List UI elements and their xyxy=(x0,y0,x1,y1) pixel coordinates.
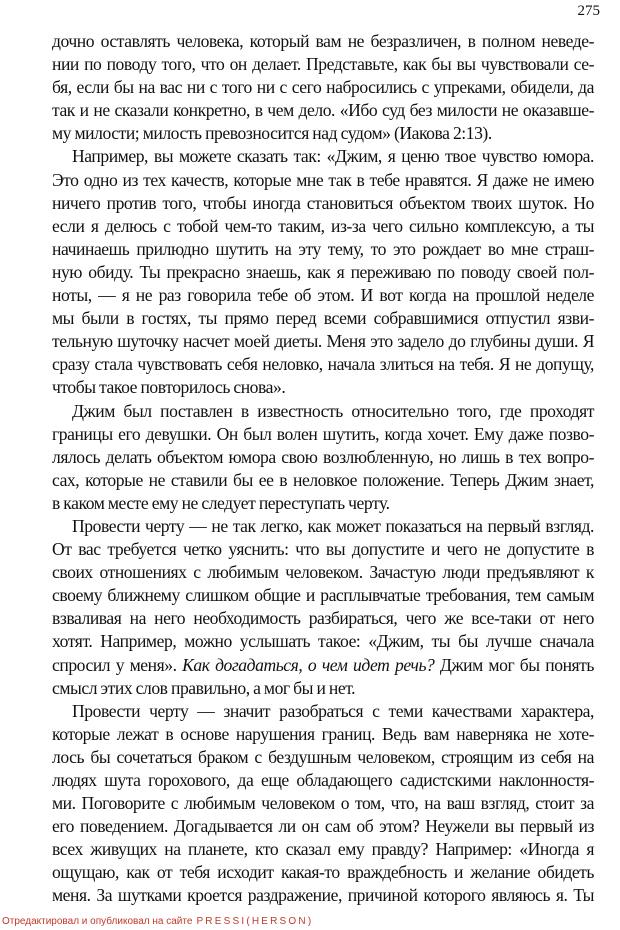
line-text: всех живущих на планете, кто сказал ему правду? Например: «Иногда я xyxy=(52,839,594,860)
line-text: которые лежат в основе нарушения границ. Ведь вам наверняка не хоте- xyxy=(52,723,594,744)
line-text: чтобы такое повторилось снова». xyxy=(52,377,286,398)
text-line xyxy=(52,769,594,792)
text-line xyxy=(52,145,594,168)
line-text: сразу стала чувствовать себя неловко, начала злиться на тебя. Я не допущу, xyxy=(52,354,594,375)
text-line xyxy=(52,607,594,630)
text-line xyxy=(52,700,594,723)
text-line xyxy=(52,861,594,884)
line-text: Провести черту — значит разобраться с теми качествами характера, xyxy=(72,700,594,721)
line-italic-text: Как догадаться, о чем идет речь? xyxy=(182,654,435,675)
line-text: дочно оставлять человека, который вам не безразличен, в полном неведе- xyxy=(52,31,594,51)
text-line xyxy=(52,376,594,399)
text-line xyxy=(52,76,594,99)
line-text-continued: Джим мог бы понять xyxy=(434,654,594,675)
text-line xyxy=(52,492,594,515)
text-line xyxy=(52,815,594,838)
text-line xyxy=(52,99,594,122)
text-line xyxy=(52,30,594,53)
line-text: сах, которые не ставили бы ее в неловкое положение. Теперь Джим знает, xyxy=(52,469,594,490)
page-body xyxy=(52,30,594,908)
line-text: Провести черту — не так легко, как может показаться на первый взгляд. xyxy=(72,515,594,536)
footer-text: Отредактировал и опубликовал на сайте xyxy=(2,916,193,927)
text-line xyxy=(52,746,594,769)
text-line xyxy=(52,261,594,284)
text-line xyxy=(52,515,594,538)
text-line xyxy=(52,215,594,238)
page-number: 275 xyxy=(577,3,600,19)
line-text: мы были в гостях, ты прямо перед всеми собравшимися отпустил язви- xyxy=(52,308,594,329)
text-line xyxy=(52,723,594,746)
line-text: тельную шуточку насчет моей диеты. Меня это задело до глубины души. Я xyxy=(52,331,594,352)
text-line xyxy=(52,169,594,192)
line-text: лялось делать объектом юмора свою возлюбленную, но лишь в тех вопро- xyxy=(52,446,594,467)
line-text: начинаешь прилюдно шутить на эту тему, то это рождает во мне страш- xyxy=(52,238,594,259)
line-text: ничего против того, чтобы иногда становиться объектом твоих шуток. Но xyxy=(52,192,594,213)
line-text: Это одно из тех качеств, которые мне так в тебе нравятся. Я даже не имею xyxy=(52,169,594,190)
text-line xyxy=(52,307,594,330)
line-text: его поведением. Догадывается ли он сам об этом? Неужели вы первый из xyxy=(52,816,594,837)
line-text: меня. За шутками кроется раздражение, причиной которого являюсь я. Ты xyxy=(52,885,594,906)
text-line xyxy=(52,677,594,700)
line-text: границы его девушки. Он был волен шутить, когда хочет. Ему даже позво- xyxy=(52,423,594,444)
text-line xyxy=(52,538,594,561)
text-line xyxy=(52,53,594,76)
line-text: ощущаю, как от тебя исходит какая-то враждебность и желание обидеть xyxy=(52,862,594,883)
line-text: Джим был поставлен в известность относительно того, где проходят xyxy=(72,400,594,421)
text-line xyxy=(52,400,594,423)
line-text: ми. Поговорите с любимым человеком о том, что, на ваш взгляд, стоит за xyxy=(52,793,594,814)
text-line xyxy=(52,423,594,446)
text-line xyxy=(52,446,594,469)
line-text: спросил у меня». xyxy=(52,654,183,675)
line-text: если я делюсь с тобой чем-то таким, из-за чего сильно комплексую, а ты xyxy=(52,215,594,236)
text-line xyxy=(52,330,594,353)
line-text: бя, если бы на вас ни с того ни с сего набросились с упреками, обидели, да xyxy=(52,77,594,98)
line-text: взваливая на него необходимость разбираться, чего же все-таки от него xyxy=(52,608,594,629)
line-text: му милости; милость превозносится над судом» (Иакова 2:13). xyxy=(52,123,492,144)
line-text: в каком месте ему не следует переступать черту. xyxy=(52,492,390,513)
text-line xyxy=(52,353,594,376)
line-text: ноты, — я не раз говорила тебе об этом. И вот когда на прошлой неделе xyxy=(52,285,594,306)
text-line xyxy=(52,469,594,492)
text-line xyxy=(52,561,594,584)
line-text: смысл этих слов правильно, а мог бы и нет. xyxy=(52,677,356,698)
line-text: Например, вы можете сказать так: «Джим, я ценю твое чувство юмора. xyxy=(72,146,594,167)
text-line xyxy=(52,630,594,653)
line-text: От вас требуется четко уяснить: что вы допустите и чего не допустите в xyxy=(52,539,594,560)
line-text: своих отношениях с любимым человеком. Зачастую люди предъявляют к xyxy=(52,562,594,583)
line-text: ную обиду. Ты прекрасно знаешь, как я переживаю по поводу своей пол- xyxy=(52,261,594,282)
text-line xyxy=(52,584,594,607)
text-line xyxy=(52,838,594,861)
text-line xyxy=(52,792,594,815)
line-text: лось бы сочетаться браком с бездушным человеком, строящим из себя на xyxy=(52,746,594,767)
footer-credit xyxy=(2,916,313,928)
footer-brand: PRESSI(HERSON) xyxy=(196,916,314,927)
text-line xyxy=(52,884,594,907)
text-line xyxy=(52,122,594,145)
line-text: хотят. Например, можно услышать такое: «Джим, ты бы лучше сначала xyxy=(52,631,594,652)
text-line xyxy=(52,238,594,261)
text-line xyxy=(52,654,594,677)
text-line xyxy=(52,192,594,215)
line-text: нии по поводу того, что он делает. Представьте, как бы вы чувствовали се- xyxy=(52,54,594,75)
line-text: своему ближнему слишком общие и расплывчатые требования, тем самым xyxy=(52,585,594,606)
text-line xyxy=(52,284,594,307)
line-text: так и не сказали конкретно, в чем дело. «Ибо суд без милости не оказавше- xyxy=(52,100,594,121)
line-text: людях шута горохового, да еще обладающего садистскими наклонностя- xyxy=(52,770,594,790)
